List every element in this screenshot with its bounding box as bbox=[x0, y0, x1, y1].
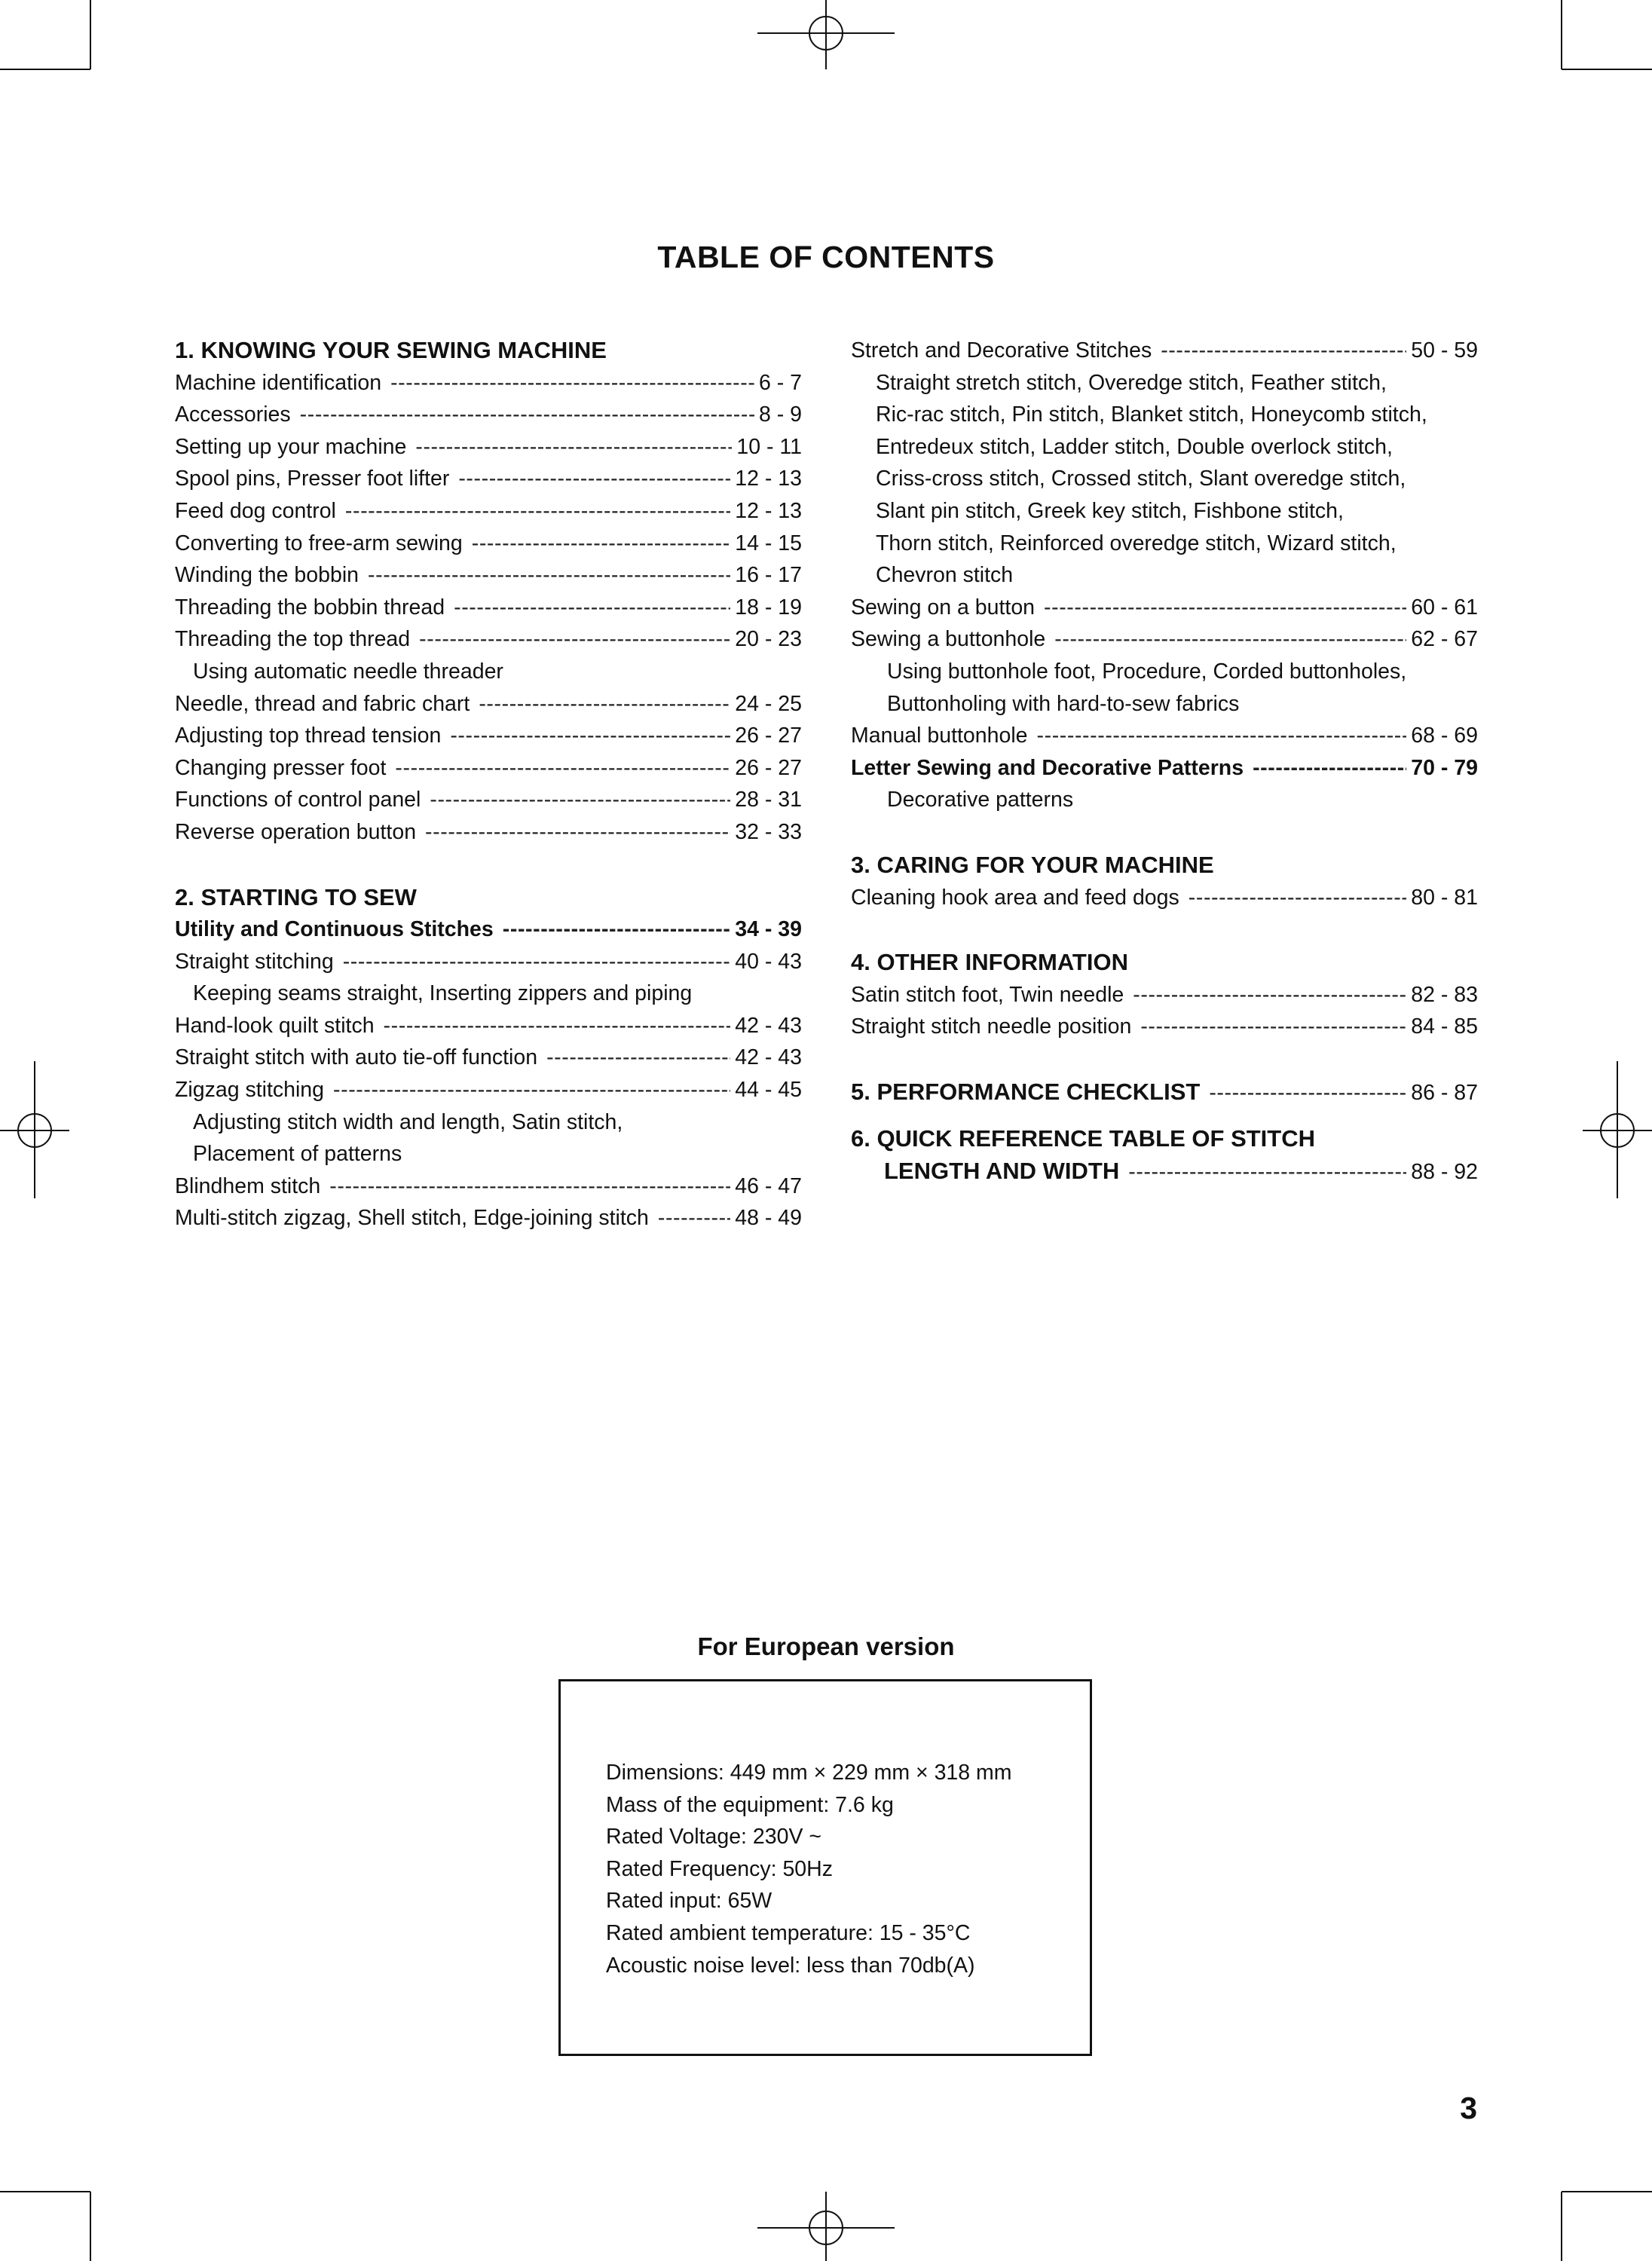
toc-entry-title: Straight stitching bbox=[175, 949, 334, 974]
toc-entry-title: Reverse operation button bbox=[175, 819, 417, 844]
toc-subtopics: Buttonholing with hard-to-sew fabrics bbox=[887, 691, 1240, 716]
toc-entry bbox=[175, 688, 802, 721]
toc-entry-pages: 82 - 83 bbox=[1411, 982, 1478, 1007]
dot-leader bbox=[1140, 1011, 1406, 1043]
section-heading-text: 1. KNOWING YOUR SEWING MACHINE bbox=[175, 337, 607, 363]
toc-entry bbox=[851, 752, 1478, 785]
dot-leader bbox=[329, 1170, 730, 1203]
toc-entry bbox=[175, 752, 802, 785]
spacer bbox=[851, 1108, 1478, 1123]
toc-entry bbox=[851, 979, 1478, 1011]
toc-right-column bbox=[851, 335, 1478, 1188]
toc-entry-title: Threading the bobbin thread bbox=[175, 595, 445, 620]
dot-leader bbox=[345, 495, 730, 528]
toc-entry-title: Sewing on a button bbox=[851, 595, 1036, 620]
section-heading bbox=[851, 849, 1478, 882]
toc-subtopics: Slant pin stitch, Greek key stitch, Fishbone stitch, bbox=[876, 498, 1344, 523]
toc-entry bbox=[851, 882, 1478, 914]
toc-entry-pages: 8 - 9 bbox=[758, 402, 802, 427]
toc-entry bbox=[175, 913, 802, 946]
dot-leader bbox=[1054, 623, 1406, 656]
dot-leader bbox=[1044, 592, 1406, 624]
toc-entry bbox=[175, 431, 802, 464]
section-heading-text: 4. OTHER INFORMATION bbox=[851, 949, 1128, 976]
toc-entry bbox=[851, 1076, 1478, 1109]
spec-line: Rated Frequency: 50Hz bbox=[606, 1856, 833, 1881]
toc-entry bbox=[175, 367, 802, 399]
section-heading bbox=[851, 1123, 1478, 1155]
toc-subtopics: Using automatic needle threader bbox=[193, 659, 503, 684]
spec-line: Mass of the equipment: 7.6 kg bbox=[606, 1792, 894, 1817]
toc-entry-pages: 26 - 27 bbox=[735, 724, 802, 748]
toc-subtopics: Chevron stitch bbox=[876, 563, 1014, 588]
toc-subtopics: Keeping seams straight, Inserting zippers and piping bbox=[193, 981, 693, 1006]
dot-leader bbox=[458, 463, 730, 495]
toc-entry-pages: 24 - 25 bbox=[735, 691, 802, 716]
dot-leader bbox=[1189, 882, 1407, 914]
toc-entry-pages: 70 - 79 bbox=[1411, 755, 1478, 780]
toc-entry-pages: 42 - 43 bbox=[735, 1045, 802, 1070]
toc-subtopics: Criss-cross stitch, Crossed stitch, Slant overedge stitch, bbox=[876, 467, 1406, 491]
toc-entry bbox=[851, 720, 1478, 752]
toc-entry-pages: 50 - 59 bbox=[1411, 338, 1478, 363]
toc-subtopics: Adjusting stitch width and length, Satin stitch, bbox=[193, 1109, 623, 1134]
dot-leader bbox=[658, 1202, 730, 1235]
toc-entry-title: Functions of control panel bbox=[175, 788, 421, 812]
toc-entry-title: Converting to free-arm sewing bbox=[175, 531, 463, 555]
toc-entry-pages: 18 - 19 bbox=[735, 595, 802, 620]
spacer bbox=[851, 816, 1478, 849]
toc-entry-pages: 88 - 92 bbox=[1411, 1160, 1478, 1185]
toc-entry-title: Straight stitch with auto tie-off function bbox=[175, 1045, 538, 1070]
toc-entry-pages: 60 - 61 bbox=[1411, 595, 1478, 620]
toc-entry-title: Setting up your machine bbox=[175, 434, 407, 459]
spacer bbox=[851, 1043, 1478, 1076]
toc-entry-title: Satin stitch foot, Twin needle bbox=[851, 982, 1124, 1007]
spec-line: Dimensions: 449 mm × 229 mm × 318 mm bbox=[606, 1761, 1012, 1785]
toc-entry-title: Adjusting top thread tension bbox=[175, 724, 442, 748]
dot-leader bbox=[1253, 752, 1406, 785]
toc-entry-pages: 14 - 15 bbox=[735, 531, 802, 555]
toc-entry-pages: 84 - 85 bbox=[1411, 1014, 1478, 1039]
toc-entry-pages: 80 - 81 bbox=[1411, 885, 1478, 910]
toc-entry-pages: 48 - 49 bbox=[735, 1206, 802, 1231]
toc-entry-pages: 20 - 23 bbox=[735, 627, 802, 652]
toc-entry-title: Hand-look quilt stitch bbox=[175, 1013, 375, 1038]
toc-entry-title: Multi-stitch zigzag, Shell stitch, Edge-joining stitch bbox=[175, 1206, 649, 1231]
toc-entry bbox=[175, 1202, 802, 1235]
toc-entry-title: Cleaning hook area and feed dogs bbox=[851, 885, 1179, 910]
toc-subtopics: Ric-rac stitch, Pin stitch, Blanket stitch, Honeycomb stitch, bbox=[876, 402, 1427, 427]
toc-subtopics: Thorn stitch, Reinforced overedge stitch, Wizard stitch, bbox=[876, 531, 1397, 555]
dot-leader bbox=[425, 816, 730, 849]
toc-entry-title: Zigzag stitching bbox=[175, 1078, 325, 1103]
section-heading-text: 2. STARTING TO SEW bbox=[175, 883, 417, 910]
dot-leader bbox=[454, 592, 730, 624]
european-spec-lines bbox=[606, 1757, 1012, 1981]
toc-subtopics: Placement of patterns bbox=[193, 1142, 402, 1167]
toc-subtopics: Using buttonhole foot, Procedure, Corded buttonholes, bbox=[887, 659, 1407, 684]
toc-subtopics: Straight stretch stitch, Overedge stitch, Feather stitch, bbox=[876, 370, 1387, 395]
toc-entry-pages: 34 - 39 bbox=[735, 917, 802, 942]
spec-line: Rated ambient temperature: 15 - 35°C bbox=[606, 1920, 971, 1945]
toc-entry bbox=[175, 946, 802, 978]
section-heading-text: 3. CARING FOR YOUR MACHINE bbox=[851, 851, 1214, 878]
dot-leader bbox=[1133, 979, 1406, 1011]
dot-leader bbox=[1161, 335, 1406, 367]
toc-entry bbox=[851, 1155, 1478, 1188]
toc-entry-title: 5. PERFORMANCE CHECKLIST bbox=[851, 1078, 1201, 1105]
dot-leader bbox=[1037, 720, 1407, 752]
toc-entry-pages: 26 - 27 bbox=[735, 755, 802, 780]
toc-entry-pages: 42 - 43 bbox=[735, 1013, 802, 1038]
spec-line: Rated input: 65W bbox=[606, 1889, 772, 1914]
spacer bbox=[851, 913, 1478, 947]
toc-entry-title: Needle, thread and fabric chart bbox=[175, 691, 470, 716]
toc-entry-title: Spool pins, Presser foot lifter bbox=[175, 467, 450, 491]
dot-leader bbox=[450, 720, 730, 752]
toc-entry bbox=[175, 720, 802, 752]
dot-leader bbox=[503, 913, 731, 946]
toc-entry bbox=[175, 1170, 802, 1203]
toc-entry-title: Utility and Continuous Stitches bbox=[175, 917, 494, 942]
toc-entry bbox=[175, 784, 802, 816]
spacer bbox=[175, 849, 802, 882]
section-heading bbox=[851, 947, 1478, 979]
toc-entry-title: Straight stitch needle position bbox=[851, 1014, 1132, 1039]
toc-entry bbox=[175, 399, 802, 431]
toc-entry-pages: 40 - 43 bbox=[735, 949, 802, 974]
toc-entry bbox=[851, 623, 1478, 656]
toc-entry-pages: 12 - 13 bbox=[735, 467, 802, 491]
dot-leader bbox=[472, 528, 731, 560]
toc-entry bbox=[175, 816, 802, 849]
toc-entry-title: Threading the top thread bbox=[175, 627, 411, 652]
toc-entry bbox=[175, 1074, 802, 1106]
toc-entry-pages: 16 - 17 bbox=[735, 563, 802, 588]
dot-leader bbox=[415, 431, 732, 464]
toc-entry-pages: 32 - 33 bbox=[735, 819, 802, 844]
toc-entry-title: Blindhem stitch bbox=[175, 1173, 321, 1198]
toc-entry-title: Machine identification bbox=[175, 370, 382, 395]
toc-entry-title: Winding the bobbin bbox=[175, 563, 359, 588]
section-heading bbox=[175, 882, 802, 914]
dot-leader bbox=[390, 367, 754, 399]
section-heading-text: 6. QUICK REFERENCE TABLE OF STITCH bbox=[851, 1125, 1316, 1152]
toc-entry bbox=[175, 623, 802, 656]
european-spec-box bbox=[558, 1679, 1092, 2056]
toc-entry-pages: 12 - 13 bbox=[735, 498, 802, 523]
dot-leader bbox=[546, 1042, 730, 1074]
toc-entry-title: LENGTH AND WIDTH bbox=[884, 1158, 1120, 1185]
dot-leader bbox=[419, 623, 730, 656]
toc-entry bbox=[175, 463, 802, 495]
page-number: 3 bbox=[1460, 2091, 1477, 2125]
toc-entry bbox=[175, 495, 802, 528]
toc-entry bbox=[175, 1010, 802, 1042]
toc-entry-pages: 68 - 69 bbox=[1411, 724, 1478, 748]
toc-subtopics: Decorative patterns bbox=[887, 788, 1074, 812]
toc-entry-pages: 86 - 87 bbox=[1411, 1080, 1478, 1105]
dot-leader bbox=[1128, 1156, 1406, 1189]
toc-entry-pages: 10 - 11 bbox=[736, 434, 802, 459]
dot-leader bbox=[395, 752, 730, 785]
dot-leader bbox=[343, 946, 731, 978]
toc-entry-title: Feed dog control bbox=[175, 498, 336, 523]
toc-entry bbox=[175, 592, 802, 624]
toc-entry bbox=[851, 592, 1478, 624]
toc-entry-title: Accessories bbox=[175, 402, 291, 427]
toc-entry-pages: 46 - 47 bbox=[735, 1173, 802, 1198]
toc-entry-title: Manual buttonhole bbox=[851, 724, 1028, 748]
dot-leader bbox=[430, 784, 730, 816]
toc-entry bbox=[175, 1042, 802, 1074]
dot-leader bbox=[333, 1074, 730, 1106]
page-title: TABLE OF CONTENTS bbox=[657, 240, 995, 274]
dot-leader bbox=[479, 688, 730, 721]
spec-line: Rated Voltage: 230V ~ bbox=[606, 1825, 822, 1849]
toc-entry-title: Letter Sewing and Decorative Patterns bbox=[851, 755, 1244, 780]
toc-entry bbox=[851, 1011, 1478, 1043]
toc-entry bbox=[175, 559, 802, 592]
toc-left-column bbox=[175, 335, 802, 1235]
toc-entry-pages: 44 - 45 bbox=[735, 1078, 802, 1103]
toc-entry-title: Stretch and Decorative Stitches bbox=[851, 338, 1152, 363]
toc-entry-pages: 6 - 7 bbox=[758, 370, 802, 395]
dot-leader bbox=[1209, 1077, 1406, 1109]
toc-entry-title: Changing presser foot bbox=[175, 755, 387, 780]
toc-entry bbox=[851, 335, 1478, 367]
dot-leader bbox=[300, 399, 754, 431]
toc-entry-pages: 62 - 67 bbox=[1411, 627, 1478, 652]
toc-entry-pages: 28 - 31 bbox=[735, 788, 802, 812]
european-version-title: For European version bbox=[697, 1632, 955, 1660]
toc-subtopics: Entredeux stitch, Ladder stitch, Double overlock stitch, bbox=[876, 434, 1393, 459]
dot-leader bbox=[384, 1010, 731, 1042]
dot-leader bbox=[368, 559, 730, 592]
spec-line: Acoustic noise level: less than 70db(A) bbox=[606, 1953, 975, 1978]
toc-entry bbox=[175, 528, 802, 560]
section-heading bbox=[175, 335, 802, 367]
toc-entry-title: Sewing a buttonhole bbox=[851, 627, 1046, 652]
